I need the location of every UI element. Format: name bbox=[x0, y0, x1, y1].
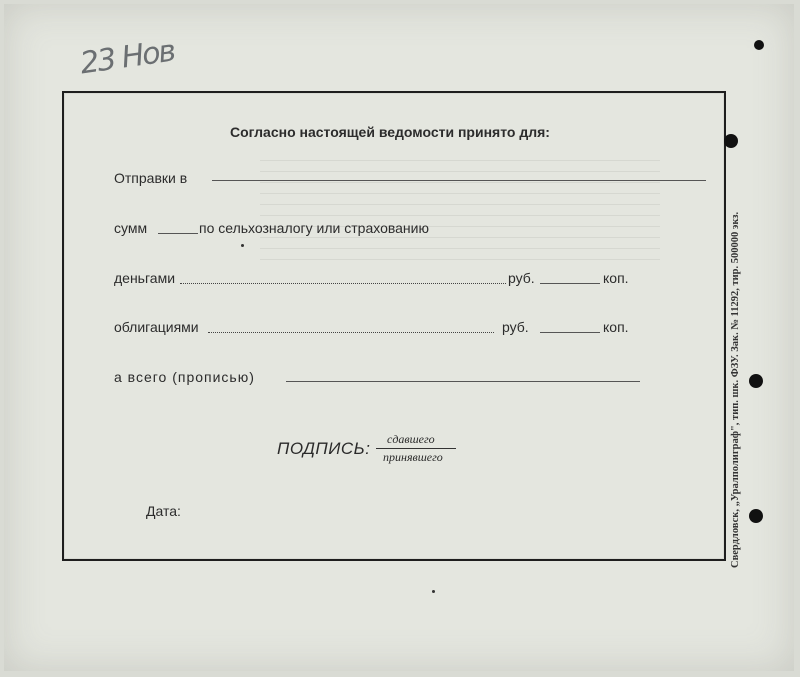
bonds-rub-unit: руб. bbox=[502, 319, 529, 335]
signature-receiver-label: принявшего bbox=[383, 450, 443, 464]
ink-speck bbox=[241, 244, 244, 247]
sending-field-line bbox=[212, 180, 706, 181]
handwritten-note: 23 Нов bbox=[78, 33, 177, 82]
bonds-kop-unit: коп. bbox=[603, 319, 629, 335]
sending-label: Отправки в bbox=[114, 170, 188, 186]
date-label: Дата: bbox=[146, 503, 181, 519]
money-rub-unit: руб. bbox=[508, 270, 535, 286]
printer-imprint: Свердловск, „Уралполиграф", тип. шк. ФЗУ. Зак. № 11292, тир. 500000 экз. bbox=[730, 211, 741, 568]
bonds-kop-field-line bbox=[540, 332, 600, 333]
sums-label: сумм bbox=[114, 220, 148, 236]
total-label: а всего (прописью) bbox=[114, 369, 255, 385]
binding-hole bbox=[749, 509, 763, 523]
binding-hole bbox=[754, 40, 764, 50]
signature-giver-label: сдавшего bbox=[387, 432, 435, 446]
sums-suffix-label: по сельхозналогу или страхованию bbox=[199, 220, 429, 236]
signature-label: ПОДПИСЬ: bbox=[277, 439, 371, 458]
bonds-rub-field-line bbox=[208, 332, 494, 333]
bonds-label: облигациями bbox=[114, 319, 199, 335]
form-heading: Согласно настоящей ведомости принято для: bbox=[230, 124, 550, 140]
sums-field-line bbox=[158, 233, 198, 234]
money-label: деньгами bbox=[114, 270, 176, 286]
binding-hole bbox=[749, 374, 763, 388]
total-field-line bbox=[286, 381, 640, 382]
signature-divider bbox=[376, 448, 456, 449]
ink-speck bbox=[432, 590, 435, 593]
money-kop-field-line bbox=[540, 283, 600, 284]
money-rub-field-line bbox=[180, 283, 506, 284]
money-kop-unit: коп. bbox=[603, 270, 629, 286]
binding-hole bbox=[724, 134, 738, 148]
